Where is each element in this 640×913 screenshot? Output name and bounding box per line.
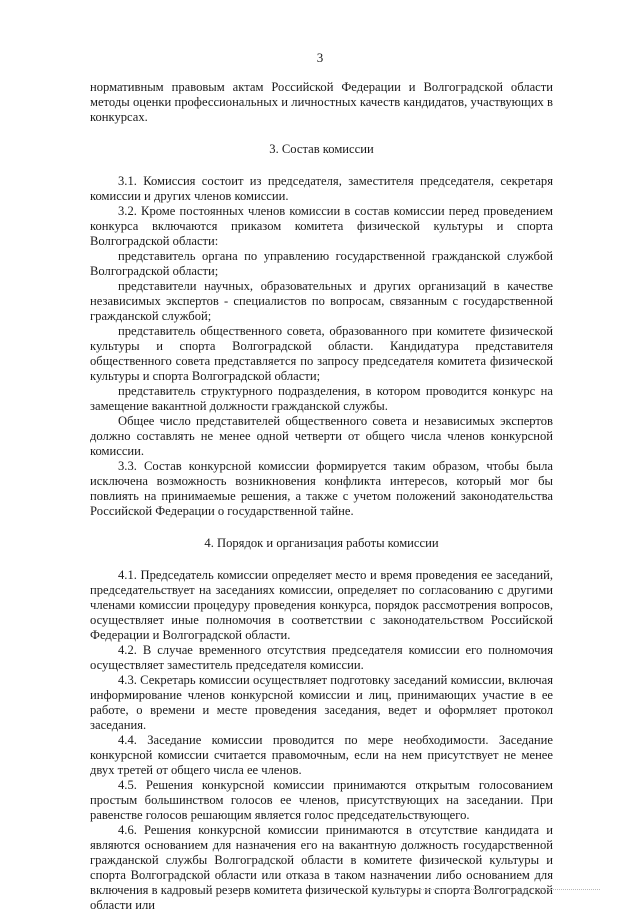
paragraph-4-6: 4.6. Решения конкурсной комиссии принимаются в отсутствие кандидата и являются основанием для назначения его на вакантную должность государственной гражданской службы Волгоградской области в комитете физической культуры и спорта Волгоградской области или отказа в таком назначении либо основанием для включения в кадровый резерв комитета физической культуры и спорта Волгоградской области или — [90, 823, 553, 912]
list-item-govt-service-rep: представитель органа по управлению государственной гражданской службой Волгоградской области; — [90, 249, 553, 278]
paragraph-4-4: 4.4. Заседание комиссии проводится по мере необходимости. Заседание конкурсной комиссии считается правомочным, если на нем присутствует не менее двух третей от общего числа ее членов. — [90, 733, 553, 777]
paragraph-3-1: 3.1. Комиссия состоит из председателя, заместителя председателя, секретаря комиссии и других членов комиссии. — [90, 174, 553, 203]
paragraph-4-3: 4.3. Секретарь комиссии осуществляет подготовку заседаний комиссии, включая информирование членов конкурсной комиссии и лиц, принимающих участие в ее работе, о времени и месте проведения заседания, ведет и оформляет протокол заседания. — [90, 673, 553, 732]
paragraph-3-2: 3.2. Кроме постоянных членов комиссии в состав комиссии перед проведением конкурса включаются приказом комитета физической культуры и спорта Волгоградской области: — [90, 204, 553, 248]
list-item-independent-experts: представители научных, образовательных и других организаций в качестве независимых экспертов - специалистов по вопросам, связанным с государственной гражданской службой; — [90, 279, 553, 323]
section-4-title: 4. Порядок и организация работы комиссии — [204, 536, 439, 550]
intro-fragment: нормативным правовым актам Российской Федерации и Волгоградской области методы оценки профессиональных и личностных качеств кандидатов, участвующих в конкурсах. — [90, 80, 553, 124]
list-item-structural-unit-rep: представитель структурного подразделения, в котором проводится конкурс на замещение вакантной должности гражданской службы. — [90, 384, 553, 413]
list-item-public-council-rep: представитель общественного совета, образованного при комитете физической культуры и спорта Волгоградской области. Кандидатура представителя общественного совета представляется по запросу председателя комитета физической культуры и спорта Волгоградской области; — [90, 324, 553, 383]
paragraph-representatives-total: Общее число представителей общественного совета и независимых экспертов должно составлять не менее одной четверти от общего числа членов конкурсной комиссии. — [90, 414, 553, 458]
scan-artifact-divider — [380, 889, 600, 891]
paragraph-3-3: 3.3. Состав конкурсной комиссии формируется таким образом, чтобы была исключена возможность возникновения конфликта интересов, который мог бы повлиять на принимаемые решения, а также с учетом положений законодательства Российской Федерации о государственной тайне. — [90, 459, 553, 518]
section-3-title: 3. Состав комиссии — [269, 142, 374, 156]
paragraph-4-2: 4.2. В случае временного отсутствия председателя комиссии его полномочия осуществляет заместитель председателя комиссии. — [90, 643, 553, 672]
paragraph-4-1: 4.1. Председатель комиссии определяет место и время проведения ее заседаний, председательствует на заседаниях комиссии, определяет по согласованию с другими членами комиссии процедуру проведения конкурса, порядок рассмотрения вопросов, осуществляет иные полномочия в соответствии с законодательством Российской Федерации и Волгоградской области. — [90, 568, 553, 642]
page-number: 3 — [316, 50, 324, 65]
paragraph-4-5: 4.5. Решения конкурсной комиссии принимаются открытым голосованием простым большинством голосов ее членов, присутствующих на заседании. При равенстве голосов решающим является голос председательствующего. — [90, 778, 553, 822]
document-body — [90, 80, 553, 913]
